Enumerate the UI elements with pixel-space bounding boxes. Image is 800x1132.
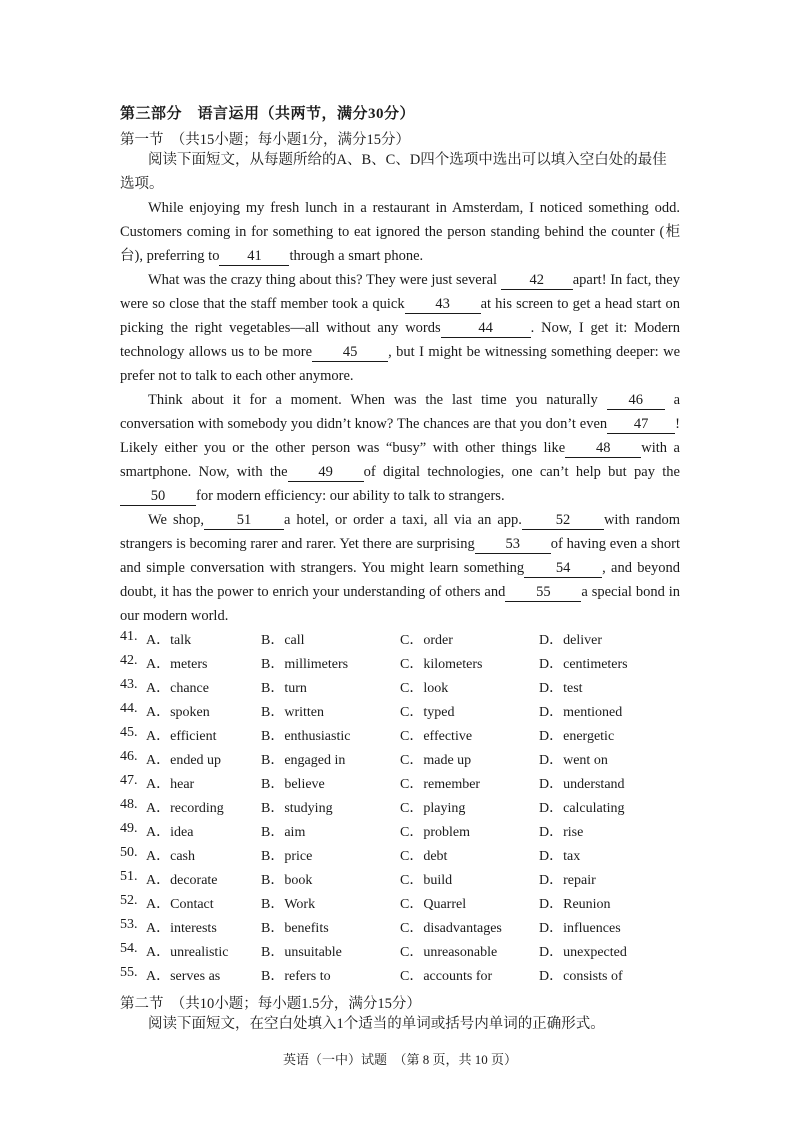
option-c: C．typed — [400, 705, 455, 720]
part-title: 第三部分 语言运用（共两节，满分30分） — [120, 106, 416, 122]
question-number: 54. — [120, 941, 138, 956]
question-number: 50. — [120, 845, 138, 860]
question-number: 46. — [120, 749, 138, 764]
paragraph-4: We shop, 51 a hotel, or order a taxi, all via an app. 52 with random strangers is becoming rarer and rarer. Yet there are surprising 53 of having even a short and simple conversation with strangers. You might learn something 54 , and beyond doubt, it has the power to enrich your understanding of others and 55 a special bond in our modern world. — [120, 512, 681, 624]
blank-53: 53 — [475, 536, 551, 554]
option-c: C．build — [400, 873, 453, 888]
option-a: A．efficient — [146, 729, 217, 744]
blank-47: 47 — [607, 416, 675, 434]
question-option-row — [120, 651, 700, 675]
question-number: 51. — [120, 869, 138, 884]
option-c: C．order — [400, 633, 453, 648]
section2-title: 第二节 （共10小题；每小题1.5分，满分15分） — [120, 996, 421, 1012]
option-d: D．calculating — [539, 801, 625, 816]
page-footer: 英语（一中）试题 （第 8 页，共 10 页） — [282, 1052, 517, 1067]
option-d: D．test — [539, 681, 583, 696]
blank-49: 49 — [288, 464, 364, 482]
question-option-row — [120, 843, 700, 867]
blank-42: 42 — [501, 272, 573, 290]
option-d: D．Reunion — [539, 897, 611, 912]
question-number: 49. — [120, 821, 138, 836]
question-option-row — [120, 819, 700, 843]
question-number: 52. — [120, 893, 138, 908]
blank-43: 43 — [405, 296, 481, 314]
section1-instruction: 阅读下面短文，从每题所给的A、B、C、D四个选项中选出可以填入空白处的最佳选项。 — [120, 152, 667, 192]
option-a: A．interests — [146, 921, 217, 936]
option-b: B．written — [261, 705, 324, 720]
option-b: B．engaged in — [261, 753, 346, 768]
option-d: D．deliver — [539, 633, 602, 648]
question-option-row — [120, 939, 700, 963]
question-number: 48. — [120, 797, 138, 812]
question-number: 53. — [120, 917, 138, 932]
option-b: B．refers to — [261, 969, 331, 984]
question-option-row — [120, 699, 700, 723]
option-c: C．look — [400, 681, 449, 696]
question-number: 42. — [120, 653, 138, 668]
blank-54: 54 — [524, 560, 602, 578]
option-c: C．kilometers — [400, 657, 483, 672]
option-b: B．studying — [261, 801, 333, 816]
blank-52: 52 — [522, 512, 604, 530]
option-c: C．playing — [400, 801, 466, 816]
option-b: B．believe — [261, 777, 325, 792]
option-c: C．disadvantages — [400, 921, 502, 936]
cloze-passage — [120, 196, 680, 628]
blank-50: 50 — [120, 488, 196, 506]
option-c: C．Quarrel — [400, 897, 467, 912]
option-a: A．unrealistic — [146, 945, 229, 960]
option-d: D．went on — [539, 753, 608, 768]
option-a: A．idea — [146, 825, 194, 840]
option-d: D．influences — [539, 921, 621, 936]
option-d: D．energetic — [539, 729, 615, 744]
question-option-row — [120, 867, 700, 891]
question-option-row — [120, 675, 700, 699]
option-c: C．problem — [400, 825, 470, 840]
option-a: A．meters — [146, 657, 208, 672]
option-b: B．call — [261, 633, 305, 648]
option-d: D．rise — [539, 825, 584, 840]
question-option-row — [120, 891, 700, 915]
option-c: C．effective — [400, 729, 473, 744]
blank-46: 46 — [607, 392, 665, 410]
blank-45: 45 — [312, 344, 388, 362]
question-option-row — [120, 795, 700, 819]
option-c: C．made up — [400, 753, 472, 768]
option-a: A．cash — [146, 849, 195, 864]
option-b: B．turn — [261, 681, 307, 696]
option-a: A．hear — [146, 777, 195, 792]
option-a: A．serves as — [146, 969, 221, 984]
section2-instruction: 阅读下面短文，在空白处填入1个适当的单词或括号内单词的正确形式。 — [148, 1016, 605, 1032]
option-d: D．centimeters — [539, 657, 628, 672]
option-b: B．unsuitable — [261, 945, 342, 960]
blank-41: 41 — [219, 248, 289, 266]
option-b: B．enthusiastic — [261, 729, 351, 744]
question-number: 44. — [120, 701, 138, 716]
question-option-row — [120, 747, 700, 771]
question-option-row — [120, 627, 700, 651]
option-d: D．unexpected — [539, 945, 627, 960]
blank-44: 44 — [441, 320, 531, 338]
option-a: A．talk — [146, 633, 192, 648]
option-d: D．mentioned — [539, 705, 623, 720]
section1-title: 第一节 （共15小题；每小题1分，满分15分） — [120, 132, 410, 148]
option-a: A．recording — [146, 801, 224, 816]
option-b: B．book — [261, 873, 313, 888]
paragraph-2: What was the crazy thing about this? They were just several 42 apart! In fact, they were so close that the staff member took a quick 43 at his screen to get a head start on picking the right vegetables—all without any words 44 . Now, I get it: Modern technology allows us to be more 45 , but I might be witnessing something deeper: we prefer not to talk to each other anymore. — [120, 272, 681, 384]
question-option-row — [120, 771, 700, 795]
option-d: D．understand — [539, 777, 625, 792]
paragraph-3: Think about it for a moment. When was the last time you naturally 46 a conversation with somebody you didn’t know? The chances are that you don’t even 47 ! Likely either you or the other person was “busy” with other things like 48 with a smartphone. Now, with the 49 of digital technologies, one can’t help but pay the50 for modern efficiency: our ability to talk to strangers. — [120, 392, 681, 504]
option-a: A．Contact — [146, 897, 214, 912]
option-a: A．decorate — [146, 873, 218, 888]
paragraph-1: While enjoying my fresh lunch in a restaurant in Amsterdam, I noticed something odd. Customers coming in for something to eat ignored the person standing behind the counter (柜台), preferring to 41 through a smart phone. — [120, 200, 680, 264]
option-c: C．remember — [400, 777, 481, 792]
blank-51: 51 — [204, 512, 284, 530]
question-number: 41. — [120, 629, 138, 644]
option-c: C．unreasonable — [400, 945, 498, 960]
option-c: C．accounts for — [400, 969, 493, 984]
blank-55: 55 — [505, 584, 581, 602]
option-b: B．price — [261, 849, 313, 864]
option-b: B．aim — [261, 825, 306, 840]
question-number: 55. — [120, 965, 138, 980]
blank-48: 48 — [565, 440, 641, 458]
question-number: 47. — [120, 773, 138, 788]
question-number: 43. — [120, 677, 138, 692]
option-d: D．tax — [539, 849, 581, 864]
option-b: B．benefits — [261, 921, 329, 936]
option-a: A．ended up — [146, 753, 222, 768]
option-c: C．debt — [400, 849, 448, 864]
option-d: D．consists of — [539, 969, 623, 984]
option-b: B．millimeters — [261, 657, 349, 672]
question-number: 45. — [120, 725, 138, 740]
question-option-row — [120, 963, 700, 987]
option-a: A．chance — [146, 681, 209, 696]
option-d: D．repair — [539, 873, 596, 888]
option-b: B．Work — [261, 897, 316, 912]
options-list — [120, 627, 700, 987]
question-option-row — [120, 915, 700, 939]
option-a: A．spoken — [146, 705, 210, 720]
question-option-row — [120, 723, 700, 747]
